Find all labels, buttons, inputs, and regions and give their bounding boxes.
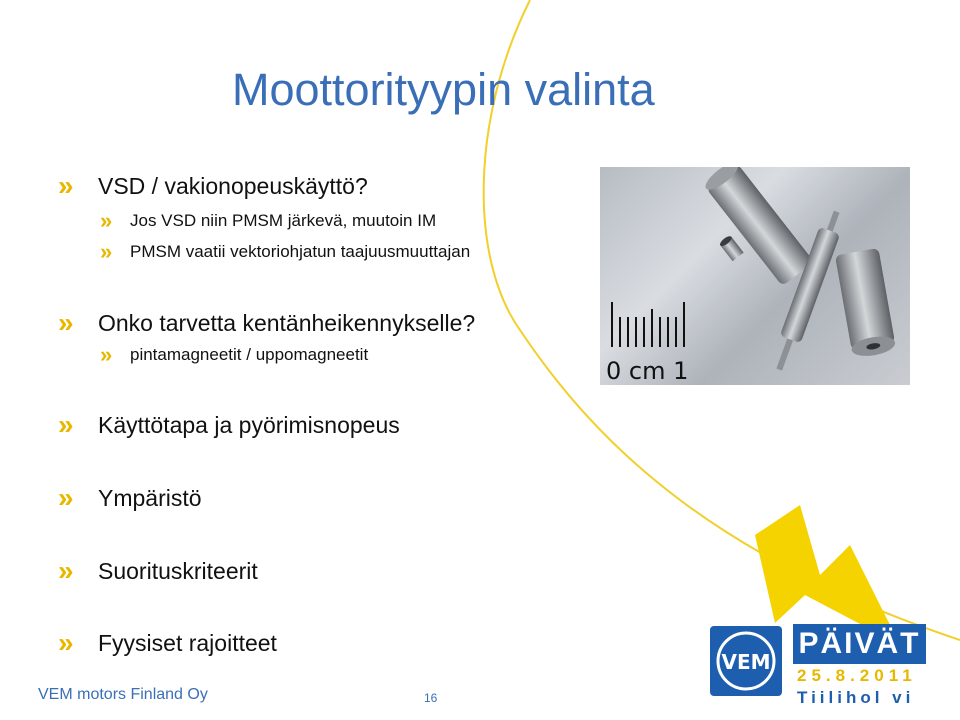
footer-company: VEM motors Finland Oy	[38, 686, 208, 703]
sub-bullet	[100, 342, 368, 368]
bullet-chevron-icon: »	[58, 555, 70, 586]
magnet-photo	[600, 167, 910, 385]
bullet-chevron-icon: »	[58, 627, 70, 658]
event-date: 25.8.2011	[797, 666, 917, 685]
vem-logo	[710, 626, 782, 696]
bullet-vsd	[58, 170, 368, 202]
bullet-environment	[58, 482, 202, 514]
bullet-chevron-icon: »	[100, 208, 110, 233]
bullet-text: VSD / vakionopeuskäyttö?	[98, 172, 368, 199]
bullet-physical-limits	[58, 627, 277, 659]
bullet-field-weakening	[58, 307, 475, 339]
bullet-text: Onko tarvetta kentänheikennykselle?	[98, 309, 476, 336]
bullet-chevron-icon: »	[58, 482, 70, 513]
bullet-text: Käyttötapa ja pyörimisnopeus	[98, 411, 400, 438]
bullet-chevron-icon: »	[58, 170, 70, 201]
bullet-chevron-icon: »	[58, 409, 70, 440]
bullet-chevron-icon: »	[58, 307, 70, 338]
event-title: PÄIVÄT	[793, 624, 926, 664]
bullet-text: Ympäristö	[98, 484, 202, 511]
event-place: Tiilihol vi	[797, 688, 915, 707]
bullet-chevron-icon: »	[100, 342, 110, 367]
ruler-label: 0 cm 1	[606, 357, 689, 385]
slide-title: Moottorityypin valinta	[232, 64, 655, 115]
page-number: 16	[424, 691, 438, 705]
sub-bullet	[100, 208, 436, 234]
sub-bullet-text: pintamagneetit / uppomagneetit	[130, 345, 369, 364]
sub-bullet-text: PMSM vaatii vektoriohjatun taajuusmuuttajan	[130, 242, 471, 261]
sub-bullet	[100, 239, 470, 265]
sub-bullet-text: Jos VSD niin PMSM järkevä, muutoin IM	[130, 211, 437, 230]
vem-logo-text: VEM	[721, 650, 771, 674]
bullet-chevron-icon: »	[100, 239, 110, 264]
bullet-text: Suorituskriteerit	[98, 557, 258, 584]
bullet-usage	[58, 409, 400, 441]
bullet-text: Fyysiset rajoitteet	[98, 629, 277, 656]
bullet-performance	[58, 555, 258, 587]
